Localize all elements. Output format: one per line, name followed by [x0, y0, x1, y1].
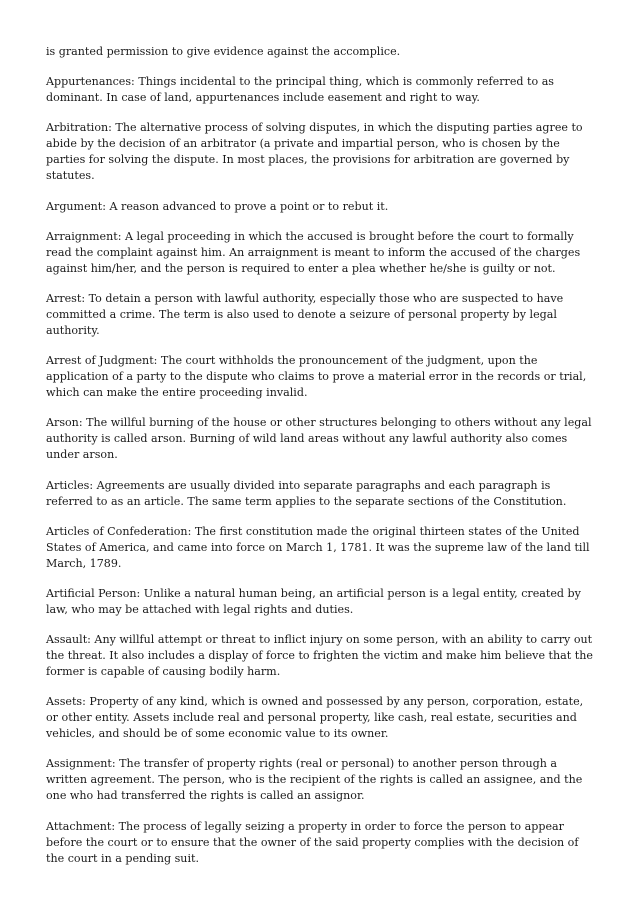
entry-assets: Assets: Property of any kind, which is owned and possessed by any person, corporation, estate, or other entity. Assets include real and personal property, like cash, real estate, securities and vehicles, and should be of some economic value to its owner.	[46, 695, 584, 741]
entry-arrest: Arrest: To detain a person with lawful authority, especially those who are suspected to have committed a crime. The term is also used to denote a seizure of personal property by legal authority.	[46, 291, 564, 337]
entry-articles: Articles: Agreements are usually divided into separate paragraphs and each paragraph is referred to as an article. The same term applies to the separate sections of the Constitution.	[46, 478, 567, 508]
entry-arraignment: Arraignment: A legal proceeding in which the accused is brought before the court to formally read the complaint against him. An arraignment is meant to inform the accused of the charges against him/her, and the person is required to enter a plea whether he/she is guilty or not.	[46, 229, 581, 275]
entry-arrest-of-judgment: Arrest of Judgment: The court withholds the pronouncement of the judgment, upon the application of a party to the dispute who claims to prove a material error in the records or trial, which can make the entire proceeding invalid.	[46, 354, 587, 400]
entry-continuation: is granted permission to give evidence against the accomplice.	[46, 45, 401, 58]
entry-articles-of-confederation: Articles of Confederation: The first constitution made the original thirteen states of the United States of America, and came into force on March 1, 1781. It was the supreme law of the land till March, 1789.	[46, 524, 590, 570]
entry-arson: Arson: The willful burning of the house or other structures belonging to others without any legal authority is called arson. Burning of wild land areas without any lawful authority also comes under arson.	[46, 416, 592, 462]
entry-artificial-person: Artificial Person: Unlike a natural human being, an artificial person is a legal entity, created by law, who may be attached with legal rights and duties.	[46, 586, 581, 616]
entry-assault: Assault: Any willful attempt or threat to inflict injury on some person, with an ability to carry out the threat. It also includes a display of force to frighten the victim and make him believe that the former is capable of causing bodily harm.	[46, 633, 593, 679]
document-page	[46, 44, 598, 881]
entry-assignment: Assignment: The transfer of property rights (real or personal) to another person through a written agreement. The person, who is the recipient of the rights is called an assignee, and the one who had transferred the rights is called an assignor.	[46, 757, 583, 803]
entry-arbitration: Arbitration: The alternative process of solving disputes, in which the disputing parties agree to abide by the decision of an arbitrator (a private and impartial person, who is chosen by the parties for solving the dispute. In most places, the provisions for arbitration are governed by statutes.	[46, 121, 583, 183]
entry-attachment: Attachment: The process of legally seizing a property in order to force the person to appear before the court or to ensure that the owner of the said property complies with the decision of the court in a pending suit.	[46, 819, 579, 865]
entry-appurtenances: Appurtenances: Things incidental to the principal thing, which is commonly referred to as dominant. In case of land, appurtenances include easement and right to way.	[46, 75, 554, 105]
entry-argument: Argument: A reason advanced to prove a point or to rebut it.	[46, 199, 389, 213]
